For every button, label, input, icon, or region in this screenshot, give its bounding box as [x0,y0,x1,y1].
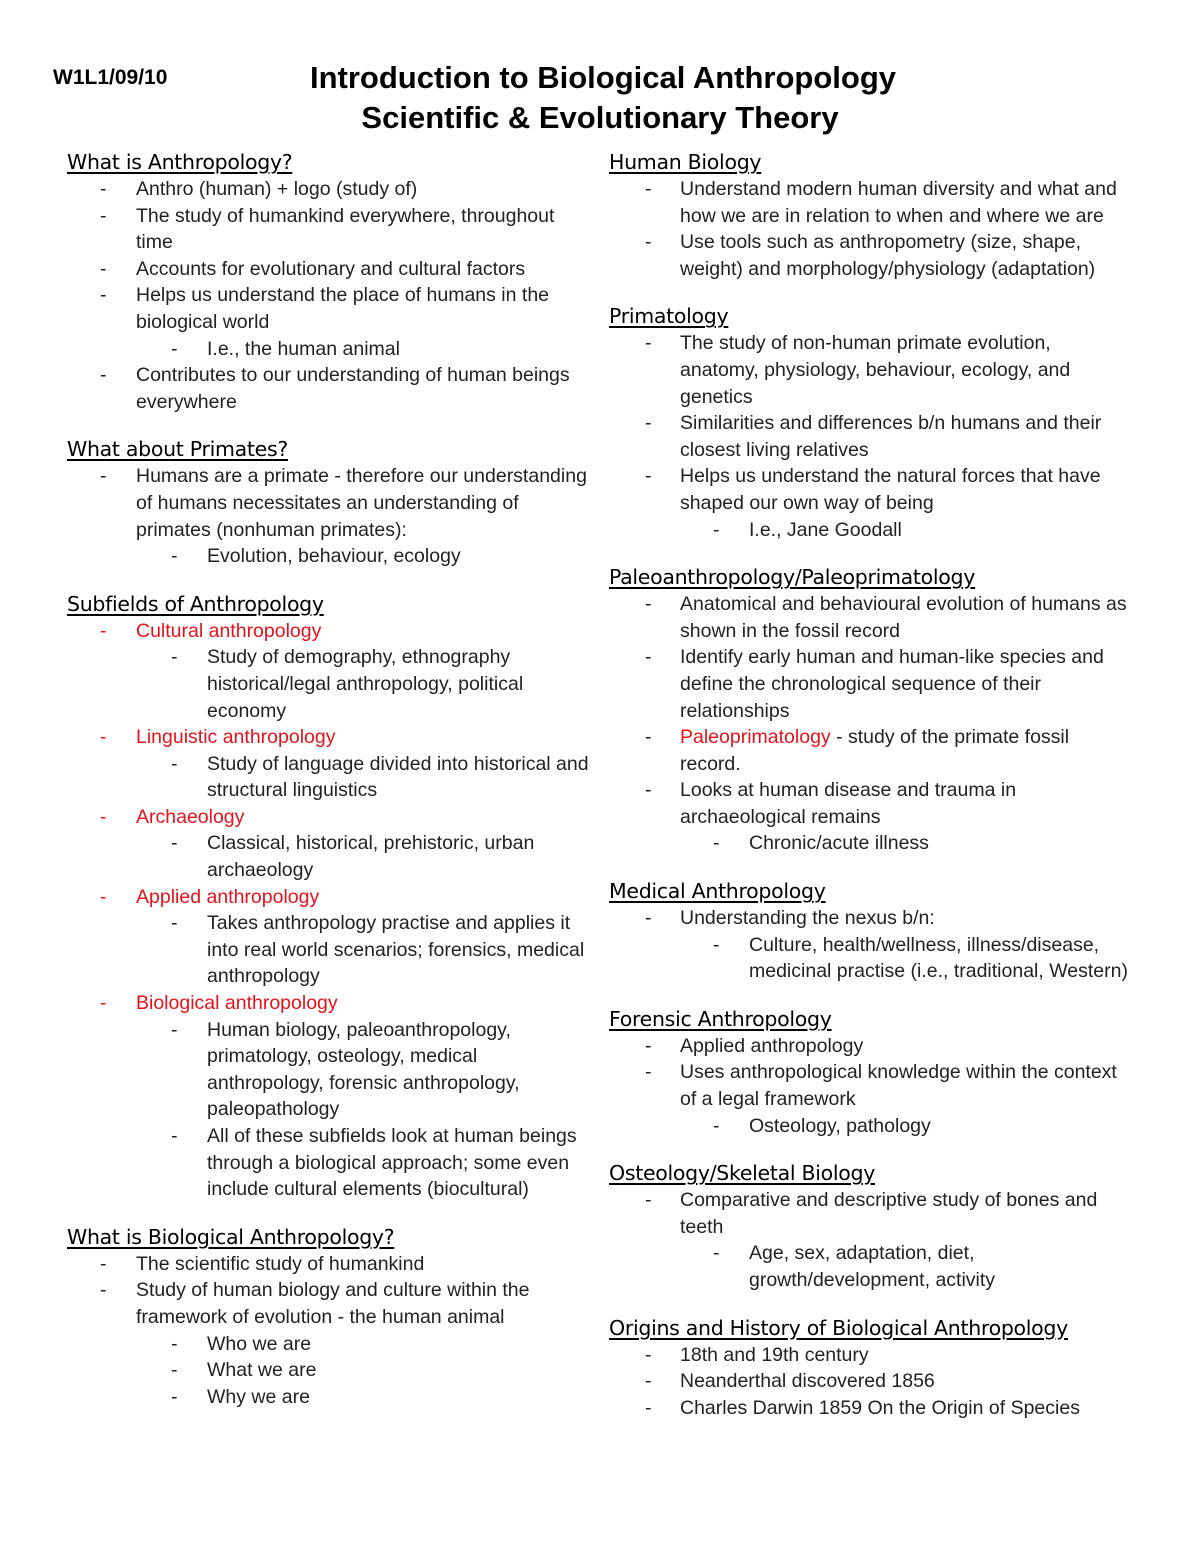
section-heading: What about Primates? [67,437,288,462]
list-item: - Biological anthropology [67,990,592,1017]
list-item: - Study of human biology and culture within the framework of evolution - the human animal [67,1277,592,1330]
list-item: - Study of demography, ethnography historical/legal anthropology, political economy [136,644,592,724]
list-item: - Linguistic anthropology [67,724,592,751]
sublist [67,543,592,570]
section-heading: Primatology [609,304,729,329]
list-item: - Similarities and differences b/n humans and their closest living relatives [609,410,1129,463]
list-item: - Anthro (human) + logo (study of) [67,176,592,203]
list-item: - Chronic/acute illness [678,830,1129,857]
section-heading: Paleoanthropology/Paleoprimatology [609,565,976,590]
section-heading: Human Biology [609,150,762,174]
section-heading: What is Anthropology? [67,150,293,174]
list-item: - Comparative and descriptive study of bones and teeth [609,1187,1129,1240]
list-item: - Neanderthal discovered 1856 [609,1368,1129,1395]
list-item: - Understanding the nexus b/n: [609,905,1129,932]
list-item: - Study of language divided into historical and structural linguistics [136,751,592,804]
list-item: - Applied anthropology [609,1033,1129,1060]
section-heading: Origins and History of Biological Anthropology [609,1315,1068,1340]
sublist [67,644,592,724]
list-item: - Cultural anthropology [67,618,592,645]
section-what-is-anthropology [67,148,592,415]
sublist [609,830,1129,857]
list-item: - Classical, historical, prehistoric, urban archaeology [136,830,592,883]
section-heading: What is Biological Anthropology? [67,1224,395,1249]
section-forensic-anthropology [609,1005,1129,1139]
right-column [609,148,1129,1441]
sublist [67,910,592,990]
section-primatology [609,302,1129,543]
lecture-code: W1L1/09/10 [53,66,168,89]
list-item: - Osteology, pathology [678,1113,1129,1140]
sublist [609,932,1129,985]
document-subtitle: Scientific & Evolutionary Theory [361,100,839,135]
sublist [609,1240,1129,1293]
list-item: - Identify early human and human-like species and define the chronological sequence of their relationships [609,644,1129,724]
list-item: - Archaeology [67,804,592,831]
list-item: - Age, sex, adaptation, diet, growth/development, activity [678,1240,1129,1293]
paleoprimatology-term: Paleoprimatology [680,726,831,749]
paleoprimatology-definition: - study of the primate fossil record. [680,726,1070,775]
list-item: - Uses anthropological knowledge within the context of a legal framework [609,1059,1129,1112]
list-item: - Who we are [136,1331,592,1358]
list-item: - Helps us understand the place of humans in the biological world [67,282,592,335]
list-item: - I.e., the human animal [136,336,592,363]
list-item: - Helps us understand the natural forces that have shaped our own way of being [609,463,1129,516]
list-item: - Humans are a primate - therefore our understanding of humans necessitates an understanding of primates (nonhuman primates): [67,463,592,543]
list-item: - Human biology, paleoanthropology, primatology, osteology, medical anthropology, forensic anthropology, paleopathology [136,1017,592,1123]
list-item: - The study of non-human primate evolution, anatomy, physiology, behaviour, ecology, and genetics [609,330,1129,410]
section-osteology [609,1159,1129,1293]
section-what-is-biological-anthropology [67,1223,592,1411]
list-item: - Contributes to our understanding of human beings everywhere [67,362,592,415]
list-item: - I.e., Jane Goodall [678,517,1129,544]
section-heading: Medical Anthropology [609,879,826,904]
section-subfields [67,590,592,1203]
section-what-about-primates [67,435,592,569]
document-title: Introduction to Biological Anthropology [309,60,897,95]
sublist [67,830,592,883]
sublist [609,1113,1129,1140]
list-item: - Why we are [136,1384,592,1411]
section-origins-history [609,1314,1129,1422]
left-column [67,148,592,1430]
sublist [609,517,1129,544]
list-item: - Takes anthropology practise and applies it into real world scenarios; forensics, medical anthropology [136,910,592,990]
section-human-biology [609,148,1129,282]
list-item: - Anatomical and behavioural evolution of humans as shown in the fossil record [609,591,1129,644]
section-heading: Subfields of Anthropology [67,591,324,616]
list-item [609,724,1129,777]
section-heading: Osteology/Skeletal Biology [609,1161,876,1186]
list-item: - The study of humankind everywhere, throughout time [67,203,592,256]
list-item: - What we are [136,1357,592,1384]
list-item: - Use tools such as anthropometry (size, shape, weight) and morphology/physiology (adaptation) [609,229,1129,282]
list-item: - Understand modern human diversity and what and how we are in relation to when and where we are [609,176,1129,229]
sublist [67,1331,592,1411]
list-item: - Applied anthropology [67,884,592,911]
sublist [67,751,592,804]
list-item: - Charles Darwin 1859 On the Origin of Species [609,1395,1129,1422]
section-medical-anthropology [609,877,1129,985]
list-item: - Looks at human disease and trauma in archaeological remains [609,777,1129,830]
list-item: - All of these subfields look at human beings through a biological approach; some even include cultural elements (biocultural) [136,1123,592,1203]
list-item: - 18th and 19th century [609,1342,1129,1369]
section-paleoanthropology [609,563,1129,857]
sublist [67,1017,592,1203]
section-heading: Forensic Anthropology [609,1006,832,1031]
list-item: - Evolution, behaviour, ecology [136,543,592,570]
list-item: - Accounts for evolutionary and cultural factors [67,256,592,283]
list-item: - The scientific study of humankind [67,1251,592,1278]
sublist [67,336,592,363]
list-item: - Culture, health/wellness, illness/disease, medicinal practise (i.e., traditional, Western) [678,932,1129,985]
